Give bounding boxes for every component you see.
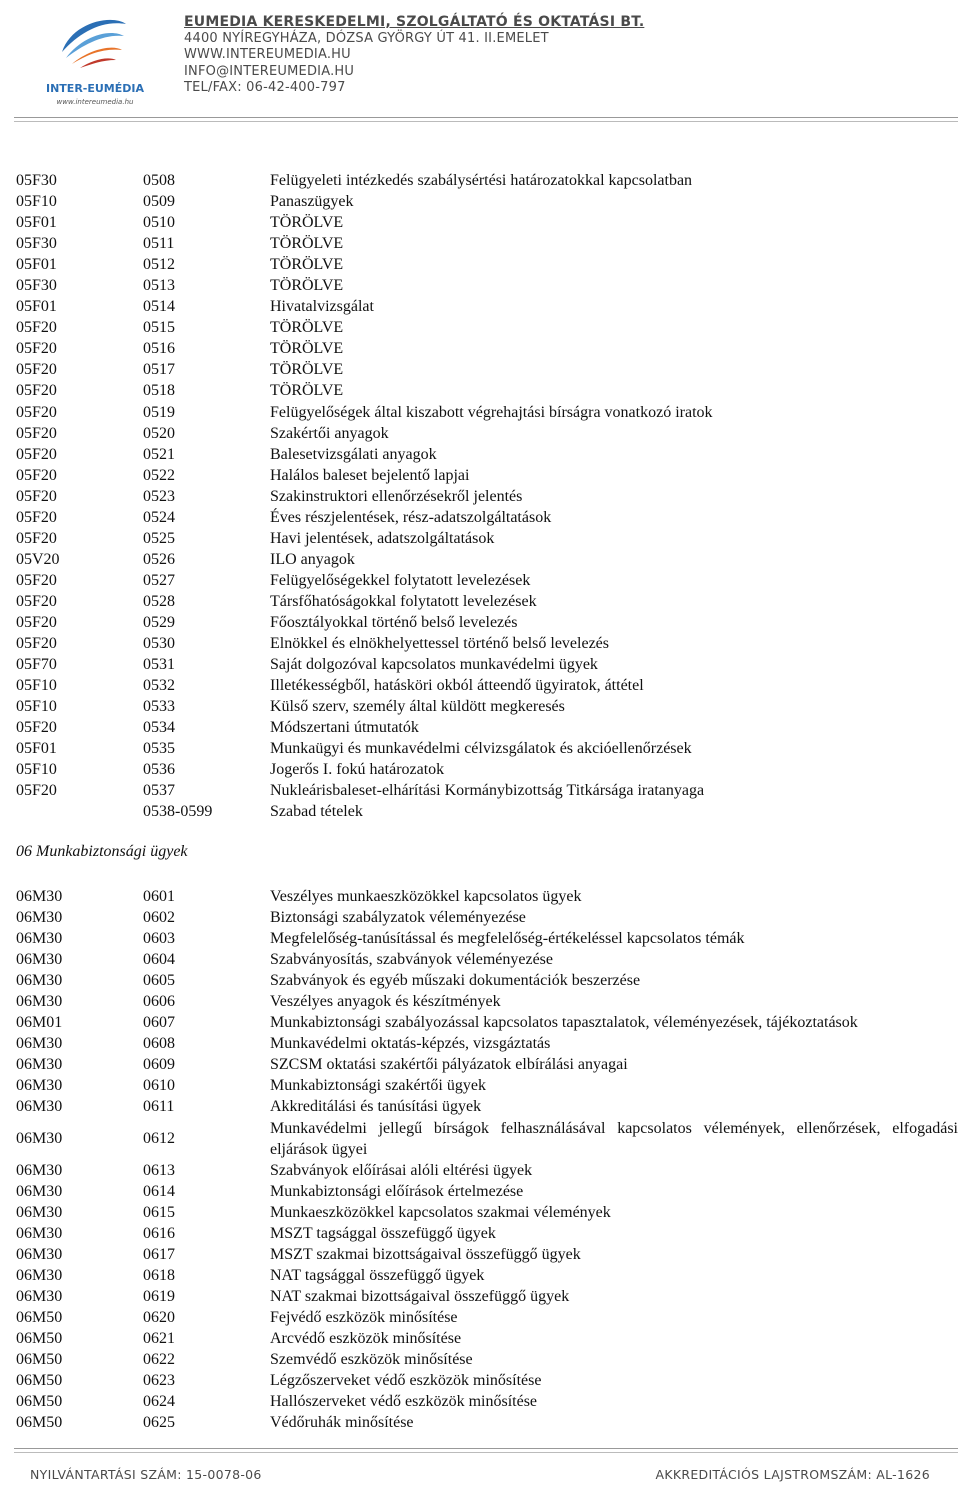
row-category-code: 05F01 bbox=[16, 298, 57, 316]
row-description: Szakinstruktori ellenőrzésekről jelentés bbox=[270, 487, 523, 505]
table-row bbox=[0, 1033, 960, 1054]
row-description: Munkaeszközökkel kapcsolatos szakmai vélemények bbox=[270, 1203, 611, 1221]
row-item-number: 0617 bbox=[143, 1245, 175, 1263]
row-description: Panaszügyek bbox=[270, 193, 354, 211]
table-row bbox=[0, 1265, 960, 1286]
table-row bbox=[0, 423, 960, 444]
row-item-number: 0624 bbox=[143, 1393, 175, 1411]
table-row bbox=[0, 1012, 960, 1033]
table-row bbox=[0, 1286, 960, 1307]
row-description: Éves részjelentések, rész-adatszolgáltatások bbox=[270, 508, 552, 526]
row-description: Veszélyes anyagok és készítmények bbox=[270, 993, 501, 1011]
row-item-number: 0516 bbox=[143, 340, 175, 358]
row-description: Felügyelőségek által kiszabott végrehajtási bírságra vonatkozó iratok bbox=[270, 403, 713, 421]
row-category-code: 06M30 bbox=[16, 1129, 63, 1147]
table-row bbox=[0, 1054, 960, 1075]
row-item-number: 0619 bbox=[143, 1287, 175, 1305]
row-description: Társfőhatóságokkal folytatott levelezések bbox=[270, 592, 537, 610]
row-category-code: 05F20 bbox=[16, 613, 57, 631]
row-description: Szakértői anyagok bbox=[270, 424, 389, 442]
row-description: Munkavédelmi jellegű bírságok felhasználásával kapcsolatos vélemények, ellenőrzések, elfogadási eljárások ügyei bbox=[270, 1119, 958, 1158]
row-item-number: 0526 bbox=[143, 550, 175, 568]
row-item-number: 0518 bbox=[143, 382, 175, 400]
row-category-code: 05F30 bbox=[16, 277, 57, 295]
row-category-code: 05V20 bbox=[16, 550, 60, 568]
row-category-code: 06M30 bbox=[16, 930, 63, 948]
row-category-code: 05F01 bbox=[16, 214, 57, 232]
row-item-number: 0602 bbox=[143, 909, 175, 927]
row-category-code: 06M30 bbox=[16, 1035, 63, 1053]
page-header bbox=[0, 0, 960, 120]
table-row bbox=[0, 949, 960, 970]
row-description: Munkabiztonsági előírások értelmezése bbox=[270, 1182, 524, 1200]
row-category-code: 05F20 bbox=[16, 571, 57, 589]
row-category-code: 05F30 bbox=[16, 172, 57, 189]
row-item-number: 0622 bbox=[143, 1350, 175, 1368]
row-description: Illetékességből, hatásköri okból átteendő ügyiratok, áttétel bbox=[270, 677, 644, 695]
row-description: Szabványosítás, szabványok véleményezése bbox=[270, 951, 554, 969]
records-table-06 bbox=[0, 886, 960, 1433]
row-item-number: 0531 bbox=[143, 656, 175, 674]
row-description: Szabad tételek bbox=[270, 803, 363, 821]
records-table-05 bbox=[0, 170, 960, 822]
row-description: Havi jelentések, adatszolgáltatások bbox=[270, 529, 495, 547]
row-description: Felügyelőségekkel folytatott levelezések bbox=[270, 571, 531, 589]
table-row bbox=[0, 1244, 960, 1265]
row-description: Megfelelőség-tanúsítással és megfelelőség-értékeléssel kapcsolatos témák bbox=[270, 930, 745, 948]
row-description: Balesetvizsgálati anyagok bbox=[270, 445, 437, 463]
row-description: SZCSM oktatási szakértői pályázatok elbírálási anyagai bbox=[270, 1056, 628, 1074]
footer-divider bbox=[14, 1448, 958, 1449]
row-item-number: 0511 bbox=[143, 235, 175, 253]
row-item-number: 0606 bbox=[143, 993, 175, 1011]
row-description: MSZT szakmai bizottságaival összefüggő ügyek bbox=[270, 1245, 581, 1263]
row-item-number: 0538-0599 bbox=[143, 803, 213, 821]
company-address: 4400 NYÍREGYHÁZA, DÓZSA GYÖRGY ÚT 41. II.EMELET bbox=[184, 30, 549, 46]
row-item-number: 0623 bbox=[143, 1371, 175, 1389]
row-category-code: 06M50 bbox=[16, 1393, 63, 1411]
row-description: Halálos baleset bejelentő lapjai bbox=[270, 466, 470, 484]
row-category-code: 06M30 bbox=[16, 1224, 63, 1242]
row-description: Szabványok és egyéb műszaki dokumentációk beszerzése bbox=[270, 972, 641, 990]
row-category-code: 06M30 bbox=[16, 909, 63, 927]
row-category-code: 05F20 bbox=[16, 529, 57, 547]
row-description: Módszertani útmutatók bbox=[270, 719, 419, 737]
table-row bbox=[0, 696, 960, 717]
row-description: Hallószerveket védő eszközök minősítése bbox=[270, 1393, 538, 1411]
row-item-number: 0517 bbox=[143, 361, 175, 379]
table-row bbox=[0, 1370, 960, 1391]
row-category-code: 05F20 bbox=[16, 382, 57, 400]
table-row bbox=[0, 254, 960, 275]
table-row bbox=[0, 465, 960, 486]
table-row bbox=[0, 970, 960, 991]
table-row bbox=[0, 612, 960, 633]
row-category-code: 06M30 bbox=[16, 1077, 63, 1095]
row-category-code: 06M50 bbox=[16, 1350, 63, 1368]
row-description: Hivatalvizsgálat bbox=[270, 298, 374, 316]
table-row bbox=[0, 591, 960, 612]
row-description: Arcvédő eszközök minősítése bbox=[270, 1329, 462, 1347]
table-row bbox=[0, 801, 960, 822]
row-category-code: 05F20 bbox=[16, 403, 57, 421]
row-description: Veszélyes munkaeszközökkel kapcsolatos ügyek bbox=[270, 888, 582, 905]
row-category-code: 05F10 bbox=[16, 761, 57, 779]
row-item-number: 0535 bbox=[143, 740, 175, 758]
row-item-number: 0613 bbox=[143, 1161, 175, 1179]
table-row bbox=[0, 486, 960, 507]
table-row bbox=[0, 1202, 960, 1223]
table-row bbox=[0, 1349, 960, 1370]
row-item-number: 0610 bbox=[143, 1077, 175, 1095]
row-item-number: 0519 bbox=[143, 403, 175, 421]
row-description: TÖRÖLVE bbox=[270, 319, 344, 337]
row-item-number: 0534 bbox=[143, 719, 175, 737]
table-row bbox=[0, 191, 960, 212]
row-item-number: 0612 bbox=[143, 1129, 175, 1147]
table-row bbox=[0, 1075, 960, 1096]
row-category-code: 06M30 bbox=[16, 1098, 63, 1116]
table-row bbox=[0, 1391, 960, 1412]
table-row bbox=[0, 1307, 960, 1328]
row-category-code: 05F20 bbox=[16, 635, 57, 653]
table-row bbox=[0, 654, 960, 675]
row-category-code: 05F01 bbox=[16, 740, 57, 758]
table-row bbox=[0, 907, 960, 928]
row-description: NAT tagsággal összefüggő ügyek bbox=[270, 1266, 485, 1284]
row-category-code: 05F20 bbox=[16, 319, 57, 337]
row-category-code: 05F30 bbox=[16, 235, 57, 253]
row-description: Saját dolgozóval kapcsolatos munkavédelmi ügyek bbox=[270, 656, 598, 674]
row-description: Külső szerv, személy által küldött megkeresés bbox=[270, 698, 565, 716]
row-description: TÖRÖLVE bbox=[270, 382, 344, 400]
row-description: Elnökkel és elnökhelyettessel történő belső levelezés bbox=[270, 635, 609, 653]
company-email: INFO@INTEREUMEDIA.HU bbox=[184, 63, 355, 79]
row-category-code: 05F10 bbox=[16, 193, 57, 211]
row-item-number: 0618 bbox=[143, 1266, 175, 1284]
table-row bbox=[0, 675, 960, 696]
table-row bbox=[0, 380, 960, 401]
table-row bbox=[0, 928, 960, 949]
row-item-number: 0603 bbox=[143, 930, 175, 948]
row-item-number: 0508 bbox=[143, 172, 175, 189]
row-item-number: 0521 bbox=[143, 445, 175, 463]
row-description: TÖRÖLVE bbox=[270, 277, 344, 295]
row-category-code: 06M30 bbox=[16, 1266, 63, 1284]
row-description: TÖRÖLVE bbox=[270, 214, 344, 232]
logo-url: www.intereumedia.hu bbox=[56, 98, 134, 106]
table-row bbox=[0, 402, 960, 423]
row-item-number: 0614 bbox=[143, 1182, 175, 1200]
table-row bbox=[0, 212, 960, 233]
row-description: Biztonsági szabályzatok véleményezése bbox=[270, 909, 526, 927]
row-description: Főosztályokkal történő belső levelezés bbox=[270, 613, 518, 631]
header-divider bbox=[14, 117, 958, 118]
table-row bbox=[0, 1118, 960, 1160]
row-item-number: 0615 bbox=[143, 1203, 175, 1221]
table-row bbox=[0, 1412, 960, 1433]
row-item-number: 0512 bbox=[143, 256, 175, 274]
row-description: TÖRÖLVE bbox=[270, 256, 344, 274]
row-category-code: 06M50 bbox=[16, 1308, 63, 1326]
table-row bbox=[0, 1328, 960, 1349]
row-category-code: 05F20 bbox=[16, 782, 57, 800]
row-category-code: 05F70 bbox=[16, 656, 57, 674]
row-category-code: 06M30 bbox=[16, 888, 63, 905]
table-row bbox=[0, 233, 960, 254]
row-description: Munkabiztonsági szabályozással kapcsolatos tapasztalatok, véleményezések, tájékoztatások bbox=[270, 1014, 858, 1032]
row-description: TÖRÖLVE bbox=[270, 235, 344, 253]
row-category-code: 05F20 bbox=[16, 487, 57, 505]
row-item-number: 0609 bbox=[143, 1056, 175, 1074]
table-row bbox=[0, 780, 960, 801]
table-row bbox=[0, 717, 960, 738]
row-item-number: 0525 bbox=[143, 529, 175, 547]
row-item-number: 0515 bbox=[143, 319, 175, 337]
row-item-number: 0510 bbox=[143, 214, 175, 232]
row-description: Munkaügyi és munkavédelmi célvizsgálatok és akcióellenőrzések bbox=[270, 740, 692, 758]
row-category-code: 05F20 bbox=[16, 424, 57, 442]
company-block bbox=[184, 14, 644, 97]
row-category-code: 06M30 bbox=[16, 1161, 63, 1179]
row-item-number: 0605 bbox=[143, 972, 175, 990]
row-description: TÖRÖLVE bbox=[270, 340, 344, 358]
inter-eumedia-logo bbox=[30, 8, 160, 108]
table-row bbox=[0, 275, 960, 296]
row-item-number: 0524 bbox=[143, 508, 175, 526]
company-web: WWW.INTEREUMEDIA.HU bbox=[184, 47, 351, 63]
row-description: Fejvédő eszközök minősítése bbox=[270, 1308, 458, 1326]
row-category-code: 06M30 bbox=[16, 972, 63, 990]
row-item-number: 0522 bbox=[143, 466, 175, 484]
row-category-code: 06M30 bbox=[16, 1245, 63, 1263]
table-row bbox=[0, 633, 960, 654]
table-row bbox=[0, 507, 960, 528]
table-row bbox=[0, 444, 960, 465]
section-heading-06: 06 Munkabiztonsági ügyek bbox=[16, 843, 188, 860]
row-category-code: 06M30 bbox=[16, 1056, 63, 1074]
row-category-code: 05F01 bbox=[16, 256, 57, 274]
row-category-code: 05F20 bbox=[16, 592, 57, 610]
row-category-code: 06M30 bbox=[16, 1182, 63, 1200]
row-item-number: 0620 bbox=[143, 1308, 175, 1326]
row-item-number: 0537 bbox=[143, 782, 175, 800]
row-description: ILO anyagok bbox=[270, 550, 355, 568]
row-category-code: 05F20 bbox=[16, 719, 57, 737]
row-item-number: 0625 bbox=[143, 1414, 175, 1432]
row-item-number: 0601 bbox=[143, 888, 175, 905]
table-row bbox=[0, 1181, 960, 1202]
company-phone: TEL/FAX: 06-42-400-797 bbox=[184, 80, 346, 96]
row-description: Szemvédő eszközök minősítése bbox=[270, 1350, 473, 1368]
row-item-number: 0611 bbox=[143, 1098, 175, 1116]
table-row bbox=[0, 738, 960, 759]
table-row bbox=[0, 759, 960, 780]
accreditation-number: AKKREDITÁCIÓS LAJSTROMSZÁM: AL-1626 bbox=[655, 1467, 930, 1482]
table-row bbox=[0, 570, 960, 591]
row-description: Légzőszerveket védő eszközök minősítése bbox=[270, 1371, 542, 1389]
company-name: EUMEDIA KERESKEDELMI, SZOLGÁLTATÓ ÉS OKTATÁSI BT. bbox=[184, 14, 645, 30]
row-item-number: 0616 bbox=[143, 1224, 175, 1242]
row-description: Akkreditálási és tanúsítási ügyek bbox=[270, 1098, 482, 1116]
row-category-code: 06M30 bbox=[16, 1203, 63, 1221]
row-description: Nukleárisbaleset-elhárítási Kormánybizottság Titkársága iratanyaga bbox=[270, 782, 705, 800]
row-description: Jogerős I. fokú határozatok bbox=[270, 761, 445, 779]
row-description: Felügyeleti intézkedés szabálysértési határozatokkal kapcsolatban bbox=[270, 172, 693, 189]
row-category-code: 06M30 bbox=[16, 993, 63, 1011]
logo-wordmark: INTER-EUMÉDIA bbox=[46, 82, 144, 95]
row-category-code: 05F20 bbox=[16, 340, 57, 358]
row-category-code: 05F20 bbox=[16, 361, 57, 379]
table-row bbox=[0, 1223, 960, 1244]
row-category-code: 06M30 bbox=[16, 951, 63, 969]
registration-number: NYILVÁNTARTÁSI SZÁM: 15-0078-06 bbox=[30, 1467, 262, 1482]
row-item-number: 0621 bbox=[143, 1329, 175, 1347]
row-category-code: 06M50 bbox=[16, 1414, 63, 1432]
row-item-number: 0528 bbox=[143, 592, 175, 610]
footer-divider-thin bbox=[14, 1452, 958, 1453]
table-row bbox=[0, 991, 960, 1012]
table-row bbox=[0, 549, 960, 570]
row-item-number: 0523 bbox=[143, 487, 175, 505]
table-row bbox=[0, 528, 960, 549]
row-item-number: 0536 bbox=[143, 761, 175, 779]
row-description: Védőruhák minősítése bbox=[270, 1414, 414, 1432]
table-row bbox=[0, 886, 960, 907]
row-item-number: 0514 bbox=[143, 298, 175, 316]
row-category-code: 05F10 bbox=[16, 677, 57, 695]
row-item-number: 0530 bbox=[143, 635, 175, 653]
row-description: MSZT tagsággal összefüggő ügyek bbox=[270, 1224, 496, 1242]
row-description: NAT szakmai bizottságaival összefüggő ügyek bbox=[270, 1287, 570, 1305]
row-description: Munkabiztonsági szakértői ügyek bbox=[270, 1077, 486, 1095]
table-row bbox=[0, 170, 960, 191]
row-item-number: 0527 bbox=[143, 571, 175, 589]
row-item-number: 0608 bbox=[143, 1035, 175, 1053]
row-item-number: 0529 bbox=[143, 613, 175, 631]
header-divider-thin bbox=[14, 121, 958, 122]
row-item-number: 0604 bbox=[143, 951, 175, 969]
table-row bbox=[0, 1096, 960, 1117]
row-category-code: 05F10 bbox=[16, 698, 57, 716]
table-row bbox=[0, 338, 960, 359]
row-item-number: 0509 bbox=[143, 193, 175, 211]
row-category-code: 06M01 bbox=[16, 1014, 63, 1032]
row-description: Szabványok előírásai alóli eltérési ügyek bbox=[270, 1161, 533, 1179]
row-category-code: 05F20 bbox=[16, 508, 57, 526]
row-item-number: 0520 bbox=[143, 424, 175, 442]
row-item-number: 0533 bbox=[143, 698, 175, 716]
row-description: TÖRÖLVE bbox=[270, 361, 344, 379]
table-row bbox=[0, 359, 960, 380]
row-description: Munkavédelmi oktatás-képzés, vizsgáztatás bbox=[270, 1035, 551, 1053]
row-category-code: 05F20 bbox=[16, 466, 57, 484]
row-category-code: 05F20 bbox=[16, 445, 57, 463]
row-category-code: 06M50 bbox=[16, 1371, 63, 1389]
row-item-number: 0532 bbox=[143, 677, 175, 695]
row-category-code: 06M30 bbox=[16, 1287, 63, 1305]
table-row bbox=[0, 317, 960, 338]
row-item-number: 0513 bbox=[143, 277, 175, 295]
row-item-number: 0607 bbox=[143, 1014, 175, 1032]
table-row bbox=[0, 1160, 960, 1181]
row-category-code: 06M50 bbox=[16, 1329, 63, 1347]
table-row bbox=[0, 296, 960, 317]
